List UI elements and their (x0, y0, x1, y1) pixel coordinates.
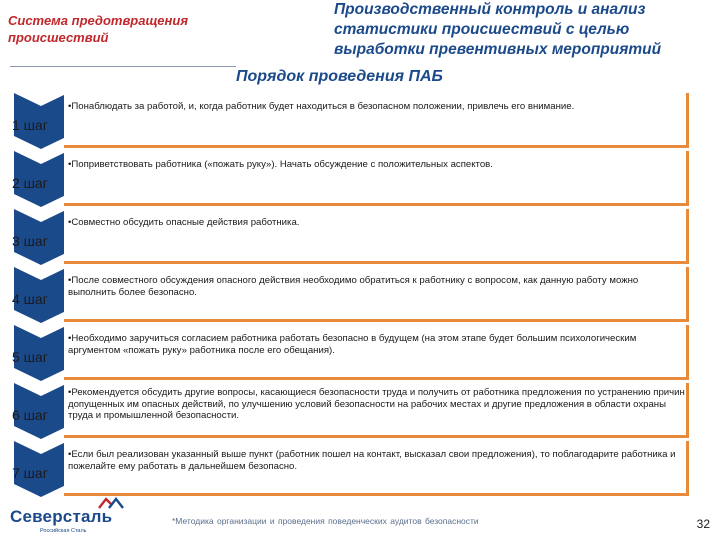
step-text: •Поприветствовать работника («пожать руку»). Начать обсуждение с положительных аспектов. (68, 159, 493, 170)
step-box (64, 151, 689, 206)
step-row-2 (0, 151, 720, 207)
step-text: •Рекомендуется обсудить другие вопросы, касающиеся безопасности труда и получить от работника предложения по устранению причин допущенных им опасных действий, по улучшению условий безопасности на рабочих местах и другие предложения в области охраны труда и промышленной безопасности. (68, 387, 685, 421)
step-row-7 (0, 441, 720, 497)
step-label: 6 шаг (12, 407, 48, 423)
step-box (64, 325, 689, 380)
logo-text: Северсталь (10, 507, 113, 526)
step-row-1 (0, 93, 720, 149)
step-text: •Если был реализован указанный выше пункт (работник пошел на контакт, высказал свои предложения), то поблагодарите работника и пожелайте ему работать в дальнейшем безопасно. (68, 449, 676, 472)
step-label: 2 шаг (12, 175, 48, 191)
step-label: 4 шаг (12, 291, 48, 307)
step-label: 7 шаг (12, 465, 48, 481)
step-text: •Понаблюдать за работой, и, когда работник будет находиться в безопасном положении, привлечь его внимание. (68, 101, 575, 112)
step-text: •После совместного обсуждения опасного действия необходимо обратиться к работнику с вопросом, как данную работу можно выполнить более безопасно. (68, 275, 639, 298)
step-box (64, 209, 689, 264)
step-text: •Необходимо заручиться согласием работника работать безопасно в будущем (на этом этапе будет большим психологическим аргументом «пожать руку» работника после его обещания). (68, 333, 637, 356)
title-divider (10, 66, 236, 67)
step-box (64, 441, 689, 496)
main-title: Производственный контроль и анализ статистики происшествий с целью выработки превентивных мероприятий (334, 1, 662, 58)
section-title: Порядок проведения ПАБ (236, 68, 443, 85)
footnote: *Методика организации и проведения поведенческих аудитов безопасности (172, 516, 479, 526)
step-row-6 (0, 383, 720, 439)
page-number: 32 (696, 517, 710, 531)
step-label: 1 шаг (12, 117, 48, 133)
system-title: Система предотвращения происшествий (8, 13, 188, 45)
company-logo (6, 503, 126, 537)
step-row-5 (0, 325, 720, 381)
step-row-4 (0, 267, 720, 323)
logo-subtitle: Российская Сталь (40, 528, 87, 534)
step-box (64, 383, 689, 438)
step-text: •Совместно обсудить опасные действия работника. (68, 217, 300, 228)
step-box (64, 267, 689, 322)
step-label: 5 шаг (12, 349, 48, 365)
step-box (64, 93, 689, 148)
logo-mark-icon (98, 497, 124, 509)
step-row-3 (0, 209, 720, 265)
step-label: 3 шаг (12, 233, 48, 249)
